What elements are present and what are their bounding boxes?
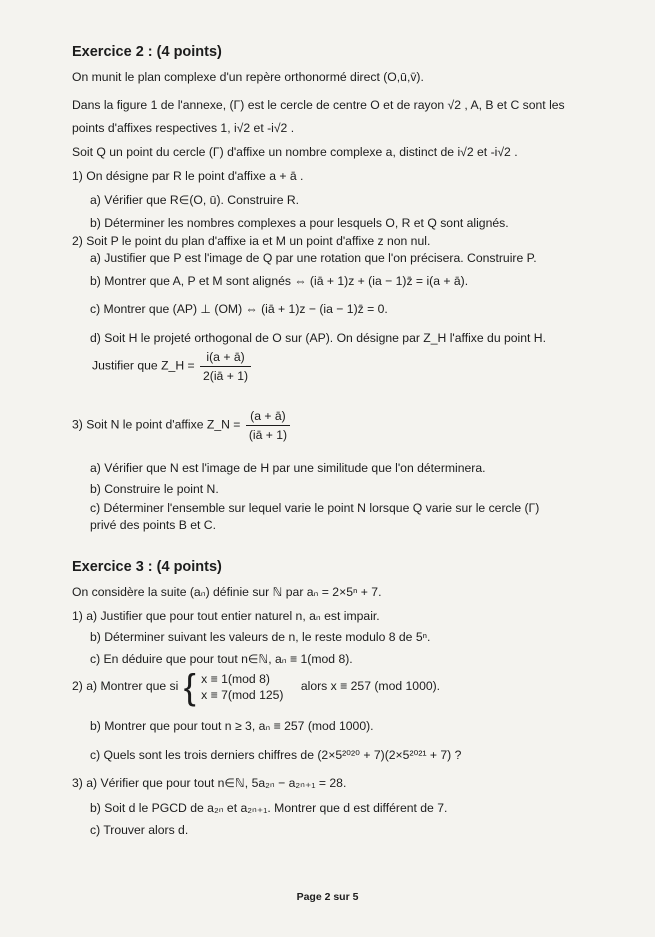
ex2-question-2: 2) Soit P le point du plan d'affixe ia et M un point d'affixe z non nul. xyxy=(72,234,431,248)
zh-fraction xyxy=(200,349,251,384)
ex2-question-2d-formula xyxy=(92,349,625,384)
ex3-question-1b: b) Déterminer suivant les valeurs de n, le reste modulo 8 de 5ⁿ. xyxy=(90,630,431,644)
ex3-question-2b: b) Montrer que pour tout n ≥ 3, aₙ ≡ 257 (mod 1000). xyxy=(90,719,374,733)
ex2-question-3c-cont: privé des points B et C. xyxy=(90,518,216,532)
ex3-question-3a: 3) a) Vérifier que pour tout n∈ℕ, 5a₂ₙ − a₂ₙ₊₁ = 28. xyxy=(72,776,347,790)
ex2-intro-line-4: Soit Q un point du cercle (Γ) d'affixe un nombre complexe a, distinct de i√2 et -i√2 . xyxy=(72,145,518,159)
system-line-2: x ≡ 7(mod 125) xyxy=(201,688,284,702)
ex2-intro-line-2: Dans la figure 1 de l'annexe, (Γ) est le cercle de centre O et de rayon √2 , A, B et C sont les xyxy=(72,98,565,112)
ex3-question-1a: 1) a) Justifier que pour tout entier naturel n, aₙ est impair. xyxy=(72,609,380,623)
ex3-question-2c: c) Quels sont les trois derniers chiffres de (2×5²⁰²⁰ + 7)(2×5²⁰²¹ + 7) ? xyxy=(90,748,462,762)
ex3-intro: On considère la suite (aₙ) définie sur ℕ par aₙ = 2×5ⁿ + 7. xyxy=(72,585,382,599)
ex3-question-2a xyxy=(72,666,625,707)
q2a-prefix: 2) a) Montrer que si xyxy=(72,679,179,694)
ex2-intro-line-1: On munit le plan complexe d'un repère orthonormé direct (O,ū,v̄). xyxy=(72,70,424,84)
ex2-question-1b: b) Déterminer les nombres complexes a pour lesquels O, R et Q sont alignés. xyxy=(90,216,509,230)
page-number: Page 2 sur 5 xyxy=(296,891,359,903)
ex3-question-1c: c) En déduire que pour tout n∈ℕ, aₙ ≡ 1(mod 8). xyxy=(90,652,353,666)
congruence-system xyxy=(201,671,283,703)
exercise-2-title: Exercice 2 : (4 points) xyxy=(72,44,222,60)
exercise-3-title: Exercice 3 : (4 points) xyxy=(72,559,222,575)
justify-label: Justifier que Z_H = xyxy=(92,358,195,373)
q3-label: 3) Soit N le point d'affixe Z_N = xyxy=(72,417,241,432)
zh-numerator: i(a + ā) xyxy=(200,349,251,367)
ex2-question-3b: b) Construire le point N. xyxy=(90,482,219,496)
ex2-question-2a: a) Justifier que P est l'image de Q par une rotation que l'on précisera. Construire P. xyxy=(90,251,537,265)
zn-fraction xyxy=(246,408,290,443)
zn-denominator: (iā + 1) xyxy=(248,428,288,442)
zh-denominator: 2(iā + 1) xyxy=(203,369,249,383)
system-brace: { xyxy=(183,666,196,707)
ex2-question-2b: b) Montrer que A, P et M sont alignés ⇔ (iā + 1)z + (ia − 1)z̄ = i(a + ā). xyxy=(90,274,469,288)
ex2-question-1a: a) Vérifier que R∈(O, ū). Construire R. xyxy=(90,193,300,207)
ex3-question-3b: b) Soit d le PGCD de a₂ₙ et a₂ₙ₊₁. Montrer que d est différent de 7. xyxy=(90,801,448,815)
ex2-question-2c: c) Montrer que (AP) ⊥ (OM) ⇔ (iā + 1)z − (ia − 1)z̄ = 0. xyxy=(90,302,388,316)
ex2-question-1: 1) On désigne par R le point d'affixe a + ā . xyxy=(72,169,304,183)
ex2-question-3 xyxy=(72,408,625,443)
ex2-question-3a: a) Vérifier que N est l'image de H par une similitude que l'on déterminera. xyxy=(90,461,486,475)
ex2-intro-line-3: points d'affixes respectives 1, i√2 et -i√2 . xyxy=(72,121,295,135)
q2a-suffix: alors x ≡ 257 (mod 1000). xyxy=(300,679,441,694)
system-line-1: x ≡ 1(mod 8) xyxy=(201,672,270,686)
ex3-question-3c: c) Trouver alors d. xyxy=(90,823,189,837)
ex2-question-2d: d) Soit H le projeté orthogonal de O sur (AP). On désigne par Z_H l'affixe du point H. xyxy=(90,331,546,345)
ex2-question-3c: c) Déterminer l'ensemble sur lequel varie le point N lorsque Q varie sur le cercle (Γ) xyxy=(90,501,540,515)
zn-numerator: (a + ā) xyxy=(246,408,290,426)
